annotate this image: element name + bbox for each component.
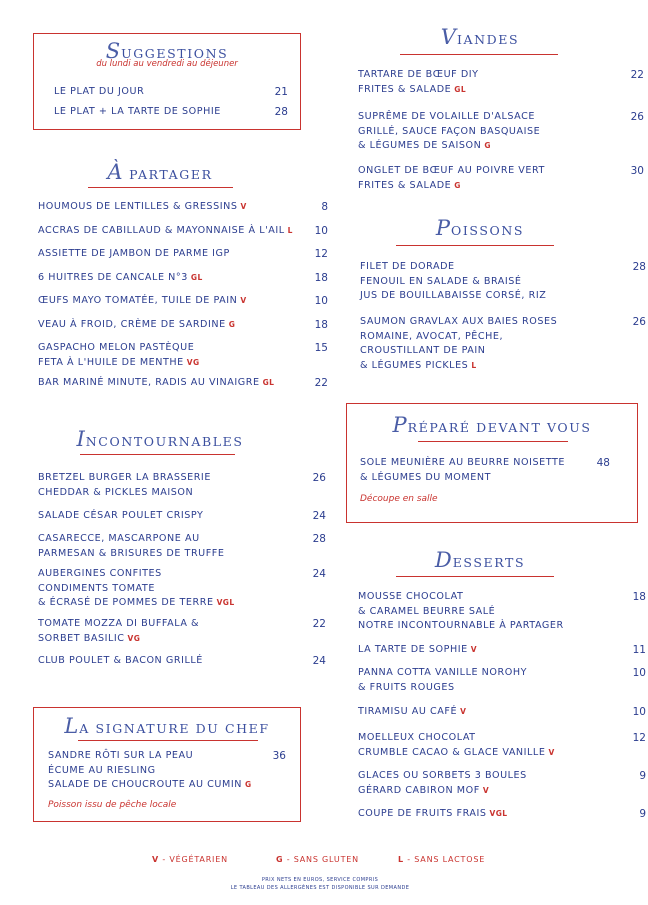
menu-item-price: 12 — [314, 248, 328, 260]
diet-tag: V — [240, 202, 247, 211]
menu-item-price: 18 — [632, 591, 646, 603]
diet-tag: GL — [454, 84, 467, 94]
menu-item-price: 30 — [630, 165, 644, 177]
menu-item-name: PANNA COTTA VANILLE NOROHY & FRUITS ROUGES — [358, 667, 528, 693]
menu-item-price: 18 — [314, 319, 328, 331]
diet-tag: V — [240, 296, 247, 305]
partager-rule — [88, 187, 233, 188]
incontournables-rule — [80, 454, 235, 455]
desserts-title: DESSERTS — [434, 548, 526, 572]
footer-allergens-note: LE TABLEAU DES ALLERGÈNES EST DISPONIBLE SUR DEMANDE — [230, 885, 410, 891]
legend-vegetarien: V - VÉGÉTARIEN — [152, 855, 228, 864]
prepare-note: Découpe en salle — [360, 494, 438, 504]
menu-item-price: 9 — [639, 808, 646, 820]
menu-item-price: 11 — [632, 644, 646, 656]
suggestions-subtitle: du lundi au vendredi au déjeuner — [96, 59, 238, 69]
partager-title: À PARTAGER — [107, 160, 213, 184]
menu-item-name: LA TARTE DE SOPHIE V — [358, 644, 477, 655]
menu-item-name: ONGLET DE BŒUF AU POIVRE VERT FRITES & SALADE G — [358, 165, 545, 191]
menu-item-price: 10 — [314, 225, 328, 237]
diet-tag: VG — [127, 633, 141, 643]
diet-tag: VG — [186, 357, 200, 367]
diet-tag: GL — [262, 378, 275, 387]
menu-item-name: AUBERGINES CONFITES CONDIMENTS TOMATE & ÉCRASÉ DE POMMES DE TERRE VGL — [38, 568, 235, 608]
menu-item-name: BAR MARINÉ MINUTE, RADIS AU VINAIGRE GL — [38, 377, 275, 388]
menu-item-name: SUPRÊME DE VOLAILLE D'ALSACE GRILLÉ, SAUCE FAÇON BASQUAISE & LÉGUMES DE SAISON G — [358, 111, 541, 151]
diet-tag: VGL — [216, 598, 235, 607]
suggestions-box: SUGGESTIONS du lundi au vendredi au déjeuner LE PLAT DU JOUR 21 LE PLAT + LA TARTE DE SOPHIE 28 — [33, 33, 301, 130]
menu-item-price: 22 — [630, 69, 644, 81]
signature-title: LA SIGNATURE DU CHEF — [64, 714, 270, 738]
menu-item-price: 28 — [632, 261, 646, 273]
prepare-title: PRÉPARÉ DEVANT VOUS — [392, 413, 592, 437]
diet-tag: V — [460, 707, 467, 716]
menu-item-price: 24 — [312, 568, 326, 580]
prepare-rule — [418, 441, 568, 442]
signature-rule — [78, 740, 258, 741]
menu-item-price: 24 — [312, 655, 326, 667]
menu-item-price: 10 — [632, 706, 646, 718]
diet-tag: G — [454, 180, 461, 190]
menu-item-price: 9 — [639, 770, 646, 782]
menu-item-price: 22 — [312, 618, 326, 630]
diet-tag: G — [484, 141, 491, 150]
menu-item-name: CLUB POULET & BACON GRILLÉ — [38, 655, 203, 666]
menu-item-name: VEAU À FROID, CRÈME DE SARDINE G — [38, 319, 236, 330]
menu-item-name: BRETZEL BURGER LA BRASSERIE CHEDDAR & PICKLES MAISON — [38, 472, 211, 498]
menu-item-price: 12 — [632, 732, 646, 744]
desserts-rule — [396, 576, 554, 577]
menu-item-price: 26 — [632, 316, 646, 328]
menu-item-name: ŒUFS MAYO TOMATÉE, TUILE DE PAIN V — [38, 295, 247, 306]
menu-item-price: 26 — [312, 472, 326, 484]
footer-prices-note: PRIX NETS EN EUROS, SERVICE COMPRIS — [261, 877, 379, 883]
poissons-rule — [396, 245, 554, 246]
menu-item-price: 18 — [314, 272, 328, 284]
diet-tag: L — [287, 226, 293, 235]
menu-item-name: TIRAMISU AU CAFÉ V — [358, 706, 467, 717]
diet-tag: GL — [190, 273, 203, 282]
prepare-box: PRÉPARÉ DEVANT VOUS SOLE MEUNIÈRE AU BEURRE NOISETTE & LÉGUMES DU MOMENT 48 Découpe en salle — [346, 403, 638, 523]
viandes-rule — [400, 54, 558, 55]
diet-tag: G — [228, 320, 236, 329]
suggestions-title: SUGGESTIONS — [105, 39, 229, 63]
menu-item-price: 8 — [321, 201, 328, 213]
menu-item-name: FILET DE DORADE FENOUIL EN SALADE & BRAISÉ JUS DE BOUILLABAISSE CORSÉ, RIZ — [360, 261, 547, 301]
signature-box: LA SIGNATURE DU CHEF SANDRE RÔTI SUR LA PEAU ÉCUME AU RIESLING SALADE DE CHOUCROUTE AU CUMIN G 36 Poisson issu de pêche locale — [33, 707, 301, 822]
poissons-title: POISSONS — [435, 216, 525, 240]
menu-item-name: MOUSSE CHOCOLAT & CARAMEL BEURRE SALÉ NOTRE INCONTOURNABLE À PARTAGER — [358, 591, 564, 631]
menu-item-price: 10 — [314, 295, 328, 307]
menu-item-price: 22 — [314, 377, 328, 389]
menu-item-name: MOELLEUX CHOCOLAT CRUMBLE CACAO & GLACE VANILLE V — [358, 732, 555, 758]
viandes-title: VIANDES — [440, 25, 520, 49]
signature-note: Poisson issu de pêche locale — [48, 800, 177, 810]
menu-item-name: GLACES OU SORBETS 3 BOULES GÉRARD CABIRON MOF V — [358, 770, 527, 796]
legend-sans-gluten: G - SANS GLUTEN — [276, 855, 359, 864]
menu-item-name: GASPACHO MELON PASTÈQUE FETA À L'HUILE DE MENTHE VG — [38, 342, 200, 368]
incontournables-title: INCONTOURNABLES — [76, 427, 244, 451]
menu-item-price: 24 — [312, 510, 326, 522]
menu-item-name: SALADE CÉSAR POULET CRISPY — [38, 510, 204, 521]
diet-tag: L — [471, 360, 477, 370]
menu-item-name: ASSIETTE DE JAMBON DE PARME IGP — [38, 248, 230, 259]
menu-item-name: 6 HUITRES DE CANCALE N°3 GL — [38, 272, 203, 283]
menu-item-price: 26 — [630, 111, 644, 123]
menu-item-name: SAUMON GRAVLAX AUX BAIES ROSES ROMAINE, AVOCAT, PÊCHE, CROUSTILLANT DE PAIN & LÉGUMES PICKLES L — [360, 316, 558, 371]
diet-tag: V — [470, 645, 477, 654]
diet-tag: VGL — [489, 809, 508, 818]
menu-item-name: HOUMOUS DE LENTILLES & GRESSINS V — [38, 201, 247, 212]
diet-tag: V — [548, 747, 555, 757]
menu-item-name: TARTARE DE BŒUF DIY FRITES & SALADE GL — [358, 69, 479, 95]
menu-item-name: CASARECCE, MASCARPONE AU PARMESAN & BRISURES DE TRUFFE — [38, 533, 225, 559]
diet-tag: V — [482, 785, 490, 795]
legend-sans-lactose: L - SANS LACTOSE — [398, 855, 486, 864]
menu-item-price: 15 — [314, 342, 328, 354]
menu-item-name: TOMATE MOZZA DI BUFFALA & SORBET BASILIC VG — [38, 618, 200, 644]
menu-item-name: COUPE DE FRUITS FRAIS VGL — [358, 808, 508, 819]
menu-item-price: 10 — [632, 667, 646, 679]
menu-item-price: 28 — [312, 533, 326, 545]
menu-item-name: ACCRAS DE CABILLAUD & MAYONNAISE À L'AIL L — [38, 225, 293, 236]
